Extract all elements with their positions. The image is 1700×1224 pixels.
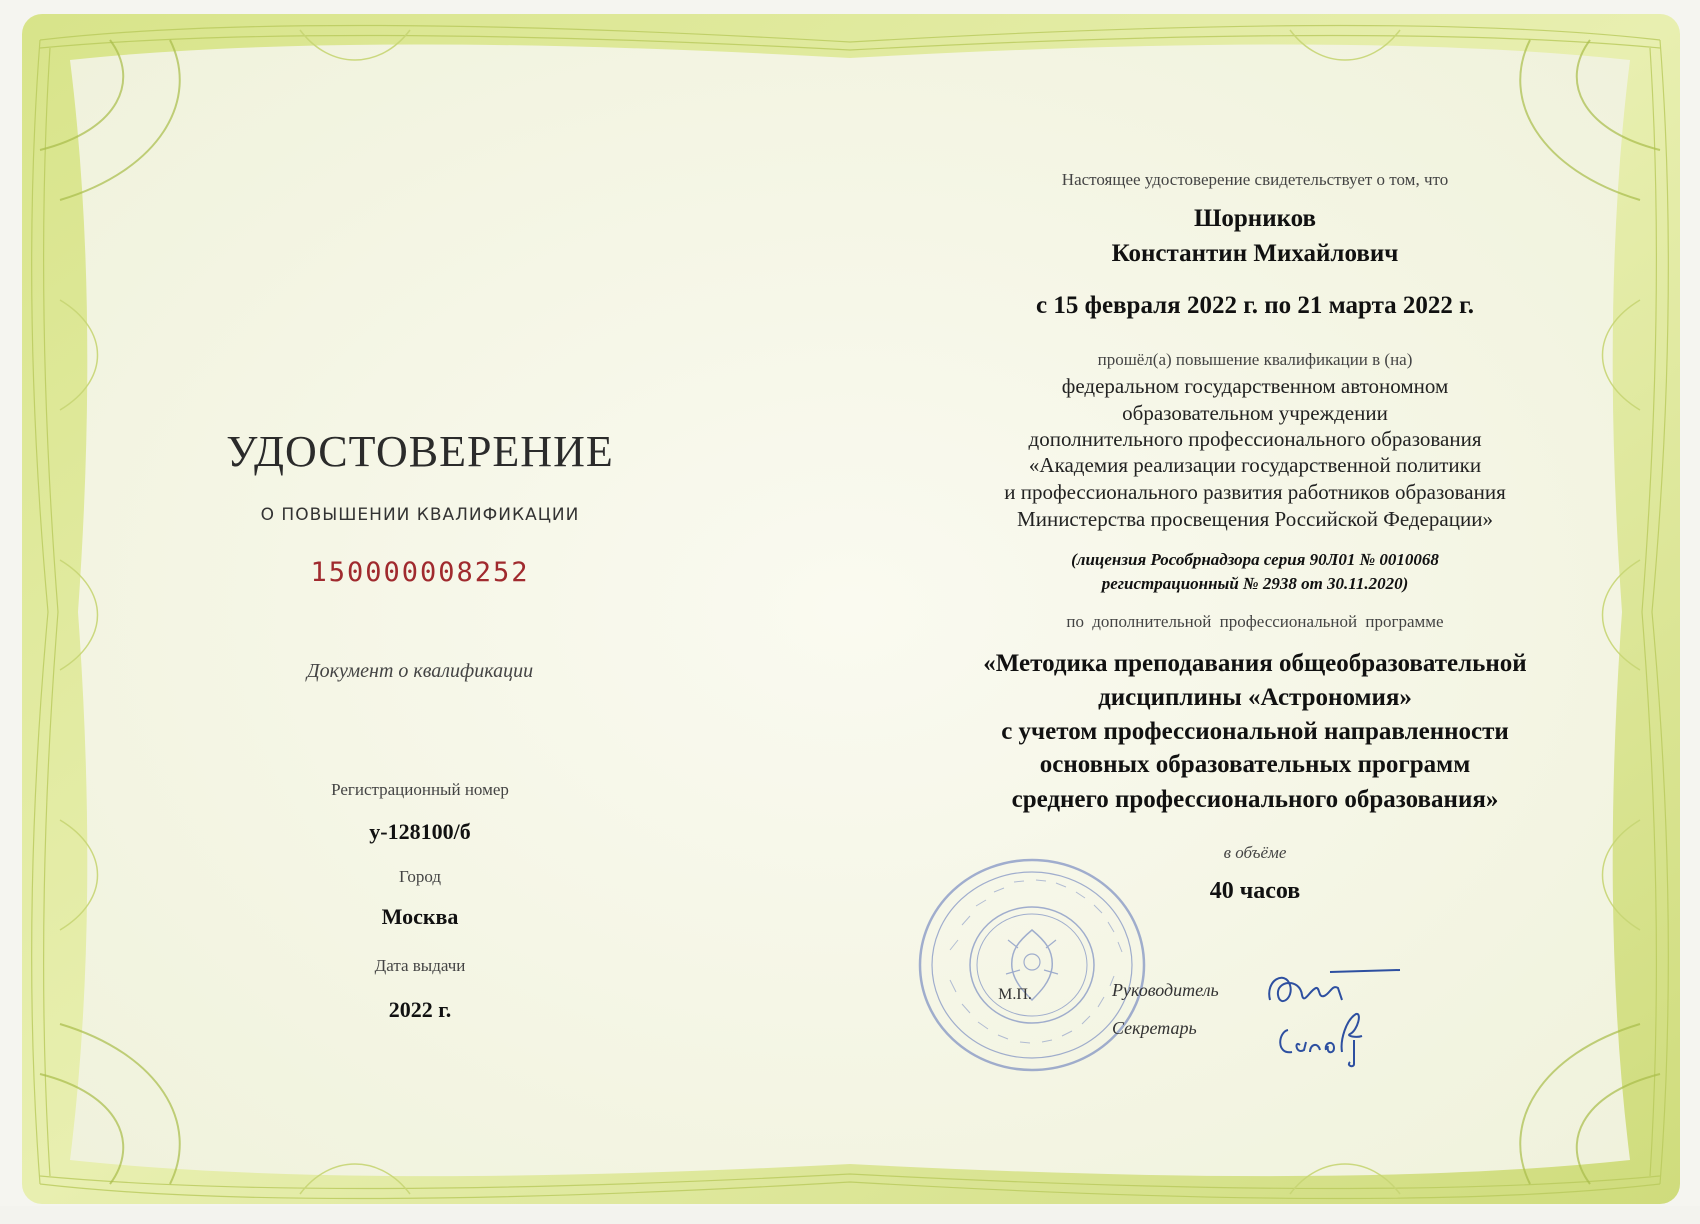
head-signature-label: Руководитель	[1112, 980, 1219, 1000]
document-title: УДОСТОВЕРЕНИЕ	[226, 427, 614, 476]
secretary-signature	[1270, 1000, 1390, 1070]
document-subtitle: О ПОВЫШЕНИИ КВАЛИФИКАЦИИ	[260, 505, 580, 525]
institution-line: федеральном государственном автономном	[1061, 374, 1449, 398]
document-number: 150000008252	[310, 557, 530, 588]
issue-date-label: Дата выдачи	[374, 956, 466, 975]
training-period: с 15 февраля 2022 г. по 21 марта 2022 г.	[1036, 292, 1474, 319]
volume-label: в объёме	[1223, 843, 1287, 862]
program-title-line: «Методика преподавания общеобразовательной	[983, 650, 1527, 677]
holder-surname: Шорников	[1193, 205, 1317, 232]
institution-line: и профессионального развития работников образования	[1004, 480, 1506, 504]
volume-value: 40 часов	[1209, 878, 1301, 904]
program-title-line: дисциплины «Астрономия»	[1098, 684, 1412, 711]
holder-given-names: Константин Михайлович	[1111, 240, 1399, 267]
secretary-signature-label: Секретарь	[1112, 1018, 1197, 1038]
city-value: Москва	[381, 904, 459, 929]
program-intro: по дополнительной профессиональной программе	[1066, 612, 1444, 631]
institution-line: образовательном учреждении	[1122, 401, 1388, 425]
institution-line: «Академия реализации государственной политики	[1028, 453, 1482, 477]
license-line: регистрационный № 2938 от 30.11.2020)	[1101, 574, 1409, 593]
intro-text: Настоящее удостоверение свидетельствует о том, что	[1061, 170, 1449, 189]
issue-date-value: 2022 г.	[388, 997, 452, 1022]
stamp-place-label: М.П.	[998, 986, 1032, 1003]
official-seal-stamp	[910, 850, 1160, 1080]
program-title-line: основных образовательных программ	[1039, 751, 1471, 778]
registration-number-label: Регистрационный номер	[331, 780, 509, 799]
institution-line: Министерства просвещения Российской Федерации»	[1017, 507, 1493, 531]
institution-line: дополнительного профессионального образования	[1028, 427, 1482, 451]
program-title-line: с учетом профессиональной направленности	[1001, 718, 1509, 745]
program-title-line: среднего профессионального образования»	[1011, 786, 1499, 813]
registration-number-value: у-128100/б	[369, 819, 471, 844]
license-line: (лицензия Рособрнадзора серия 90Л01 № 0010068	[1071, 550, 1439, 569]
passed-text: прошёл(а) повышение квалификации в (на)	[1097, 350, 1413, 369]
document-kind: Документ о квалификации	[306, 660, 534, 682]
city-label: Город	[399, 867, 441, 886]
